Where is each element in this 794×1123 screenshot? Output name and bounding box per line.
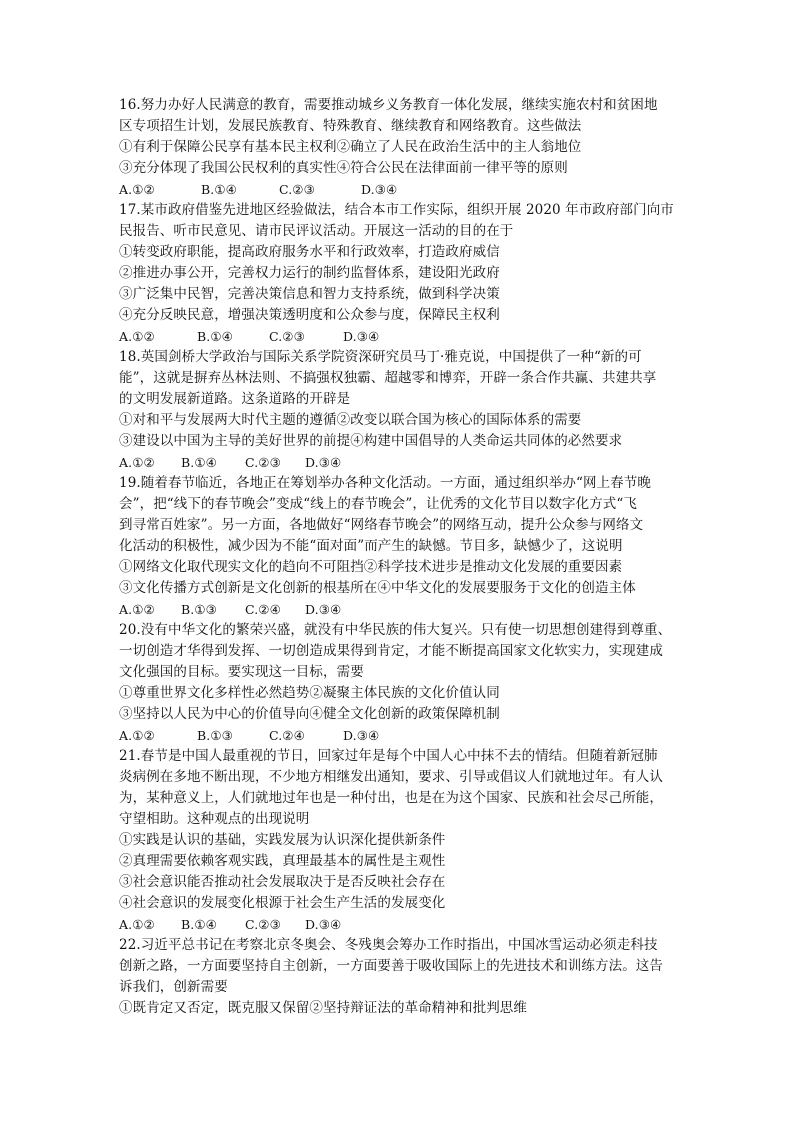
question-20-stem-line-1: 20.没有中华文化的繁荣兴盛，就没有中华民族的伟大复兴。只有使一切思想创建得到尊重、 — [119, 622, 672, 638]
question-21-stem-line-3: 为，某种意义上，人们就地过年也是一种付出，也是在为这个国家、民族和社会尽己所能， — [119, 790, 663, 806]
question-19-stem-line-1: 19.随着春节临近，各地正在筹划举办各种文化活动。一方面，通过组织举办“网上春节晚 — [119, 475, 651, 491]
question-17-option-line-3: ③广泛集中民智，完善决策信息和智力支持系统，做到科学决策 — [119, 286, 500, 302]
choice-b[interactable]: B.①④ — [201, 182, 237, 197]
question-21-option-line-3: ③社会意识能否推动社会发展取决于是否反映社会存在 — [119, 874, 446, 890]
question-17-option-line-2: ②推进办事公开，完善权力运行的制约监督体系，建设阳光政府 — [119, 265, 500, 281]
choice-a[interactable]: A.①② — [119, 182, 155, 197]
question-17-choices — [119, 326, 679, 347]
question-20-option-line-1: ①尊重世界文化多样性必然趋势②凝聚主体民族的文化价值认同 — [119, 685, 500, 701]
question-22-stem-line-2: 创新之路，一方面要坚持自主创新，一方面要善于吸收国际上的先进技术和训练方法。这告 — [119, 958, 663, 974]
choice-a[interactable]: A.①② — [119, 728, 155, 743]
question-21-stem-line-2: 炎病例在多地不断出现，不少地方相继发出通知，要求、引导或倡议人们就地过年。有人认 — [119, 769, 663, 785]
question-20-option-line-2: ③坚持以人民为中心的价值导向④健全文化创新的政策保障机制 — [119, 706, 500, 722]
question-17-stem-line-2: 民报告、听市民意见、请市民评议活动。开展这一活动的目的在于 — [119, 223, 514, 239]
question-20-stem-line-2: 一切创造才华得到发挥、一切创造成果得到肯定，才能不断提高国家文化软实力，实现建成 — [119, 643, 663, 659]
choice-b[interactable]: B.①③ — [197, 728, 233, 743]
choice-c[interactable]: C.②④ — [269, 728, 305, 743]
question-16-choices — [119, 179, 679, 200]
question-19-option-line-1: ①网络文化取代现实文化的趋向不可阻挡②科学技术进步是推动文化发展的重要因素 — [119, 559, 623, 575]
question-18-stem-line-3: 的文明发展新道路。这条道路的开辟是 — [119, 391, 351, 407]
choice-b[interactable]: B.①④ — [197, 329, 233, 344]
question-19-stem-line-2: 会”，把“线下的春节晚会”变成“线上的春节晚会”，让优秀的文化节目以数字化方式“飞 — [119, 496, 638, 512]
question-19-stem-line-4: 化活动的积极性，减少因为不能“面对面”而产生的缺憾。节目多，缺憾少了，这说明 — [119, 538, 623, 554]
question-19-choices — [119, 599, 679, 620]
choice-a[interactable]: A.①② — [119, 329, 155, 344]
question-22-stem-line-3: 诉我们，创新需要 — [119, 979, 228, 995]
question-17-stem-line-1: 17.某市政府借鉴先进地区经验做法，结合本市工作实际，组织开展 2020 年市政府部门向市 — [119, 202, 674, 218]
choice-a[interactable]: A.①② — [119, 455, 155, 470]
question-21-stem-line-1: 21.春节是中国人最重视的节日，回家过年是每个中国人心中抹不去的情结。但随着新冠肺 — [119, 748, 658, 764]
choice-c[interactable]: C.②③ — [279, 182, 315, 197]
question-16-option-line-2: ③充分体现了我国公民权利的真实性④符合公民在法律面前一律平等的原则 — [119, 160, 568, 176]
question-18-stem-line-2: 能”，这就是摒弃丛林法则、不搞强权独霸、超越零和博弈，开辟一条合作共赢、共建共享 — [119, 370, 657, 386]
question-21-choices — [119, 914, 679, 935]
question-18-option-line-2: ③建设以中国为主导的美好世界的前提④构建中国倡导的人类命运共同体的必然要求 — [119, 433, 623, 449]
question-20 — [119, 620, 679, 746]
question-19-stem-line-3: 到寻常百姓家”。另一方面，各地做好“网络春节晚会”的网络互动，提升公众参与网络文 — [119, 517, 644, 533]
choice-b[interactable]: B.①④ — [181, 917, 217, 932]
choice-d[interactable]: D.③④ — [343, 329, 380, 344]
question-17 — [119, 200, 679, 347]
choice-b[interactable]: B.①③ — [181, 602, 217, 617]
choice-c[interactable]: C.②③ — [245, 917, 281, 932]
question-18-option-line-1: ①对和平与发展两大时代主题的遵循②改变以联合国为核心的国际体系的需要 — [119, 412, 582, 428]
question-18-stem-line-1: 18.英国剑桥大学政治与国际关系学院资深研究员马丁·雅克说，中国提供了一种“新的可 — [119, 349, 642, 365]
choice-d[interactable]: D.③④ — [343, 728, 380, 743]
question-18-choices — [119, 452, 679, 473]
choice-a[interactable]: A.①② — [119, 602, 155, 617]
choice-a[interactable]: A.①② — [119, 917, 155, 932]
question-21-stem-line-4: 守望相助。这种观点的出现说明 — [119, 811, 310, 827]
question-19 — [119, 473, 679, 620]
question-18 — [119, 347, 679, 473]
choice-d[interactable]: D.③④ — [361, 182, 398, 197]
question-21 — [119, 746, 679, 935]
question-17-option-line-4: ④充分反映民意，增强决策透明度和公众参与度，保障民主权利 — [119, 307, 500, 323]
choice-c[interactable]: C.②④ — [245, 602, 281, 617]
question-16-stem-line-2: 区专项招生计划，发展民族教育、特殊教育、继续教育和网络教育。这些做法 — [119, 118, 582, 134]
question-20-stem-line-3: 文化强国的目标。要实现这一目标，需要 — [119, 664, 364, 680]
question-21-option-line-4: ④社会意识的发展变化根源于社会生产生活的发展变化 — [119, 895, 446, 911]
choice-c[interactable]: C.②③ — [269, 329, 305, 344]
question-17-option-line-1: ①转变政府职能，提高政府服务水平和行政效率，打造政府威信 — [119, 244, 500, 260]
question-16-option-line-1: ①有利于保障公民享有基本民主权利②确立了人民在政治生活中的主人翁地位 — [119, 139, 582, 155]
choice-b[interactable]: B.①④ — [181, 455, 217, 470]
choice-d[interactable]: D.③④ — [305, 455, 342, 470]
question-22-stem-line-1: 22.习近平总书记在考察北京冬奥会、冬残奥会筹办工作时指出，中国冰雪运动必须走科技 — [119, 937, 658, 953]
question-22-option-line-1: ①既肯定又否定，既克服又保留②坚持辩证法的革命精神和批判思维 — [119, 1000, 527, 1016]
question-19-option-line-2: ③文化传播方式创新是文化创新的根基所在④中华文化的发展要服务于文化的创造主体 — [119, 580, 636, 596]
question-list — [119, 95, 679, 1019]
choice-c[interactable]: C.②③ — [245, 455, 281, 470]
question-16-stem-line-1: 16.努力办好人民满意的教育，需要推动城乡义务教育一体化发展，继续实施农村和贫困地 — [119, 97, 658, 113]
question-22 — [119, 935, 679, 1019]
question-21-option-line-2: ②真理需要依赖客观实践，真理最基本的属性是主观性 — [119, 853, 446, 869]
choice-d[interactable]: D.③④ — [305, 602, 342, 617]
question-20-choices — [119, 725, 679, 746]
choice-d[interactable]: D.③④ — [305, 917, 342, 932]
question-21-option-line-1: ①实践是认识的基础，实践发展为认识深化提供新条件 — [119, 832, 446, 848]
question-16 — [119, 95, 679, 200]
